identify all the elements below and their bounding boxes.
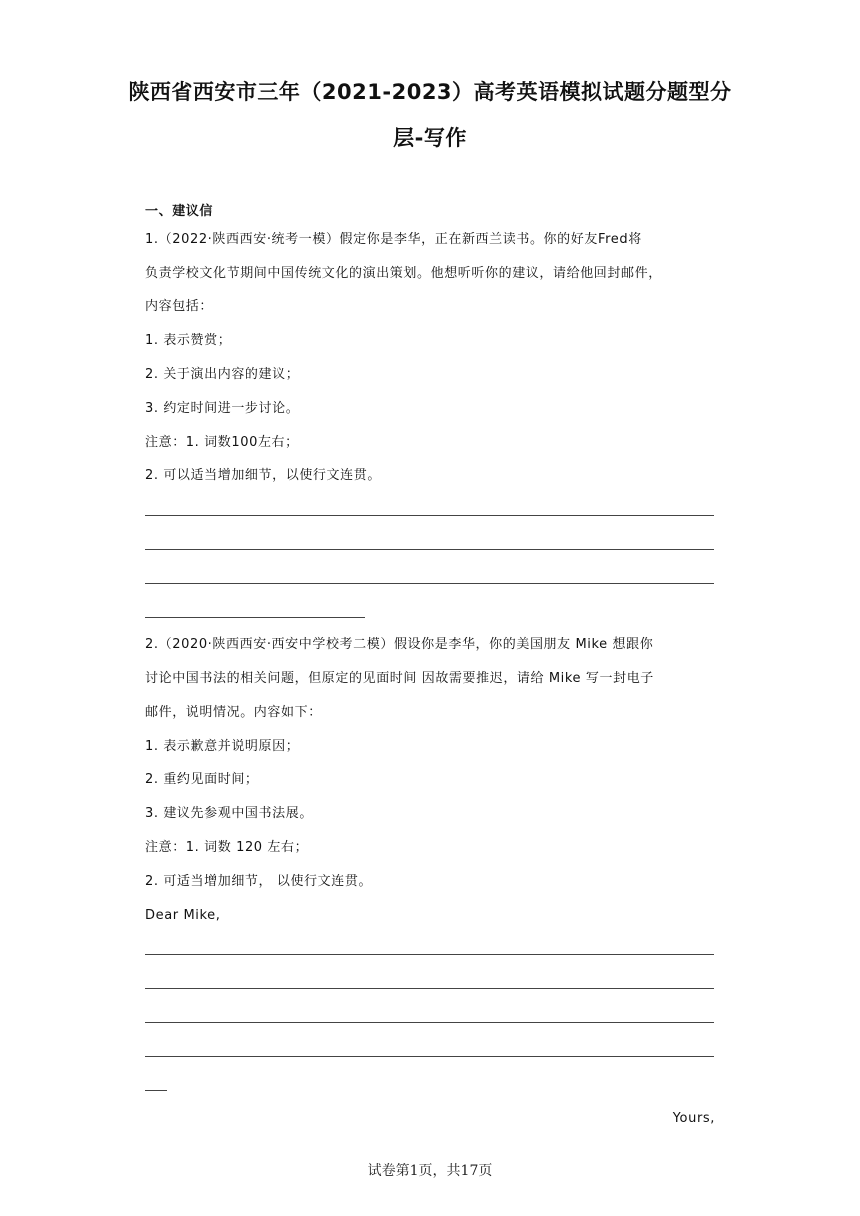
q2-answer-line[interactable] — [145, 1056, 714, 1057]
q2-note-2: 2. 可适当增加细节， 以使行文连贯。 — [145, 874, 373, 889]
q1-intro-line-3: 内容包括： — [145, 299, 214, 314]
q2-closing: Yours, — [672, 1111, 715, 1126]
q1-answer-line[interactable] — [145, 617, 365, 618]
page-footer: 试卷第1页，共17页 — [367, 1163, 493, 1179]
q1-point-3: 3. 约定时间进一步讨论。 — [145, 401, 300, 416]
q1-note-2: 2. 可以适当增加细节，以使行文连贯。 — [145, 468, 381, 483]
q1-answer-line[interactable] — [145, 515, 714, 516]
q2-point-3: 3. 建议先参观中国书法展。 — [145, 806, 313, 821]
q2-answer-line[interactable] — [145, 988, 714, 989]
q2-point-1: 1. 表示歉意并说明原因； — [145, 739, 300, 754]
q2-intro-line-2: 讨论中国书法的相关问题，但原定的见面时间 因故需要推迟，请给 Mike 写一封电子 — [145, 671, 654, 686]
document-title-line-2: 层-写作 — [393, 126, 467, 150]
q2-intro-line-1: 2.（2020·陕西西安·西安中学校考二模）假设你是李华，你的美国朋友 Mike 想跟你 — [145, 637, 654, 652]
q2-answer-line[interactable] — [145, 954, 714, 955]
q1-answer-line[interactable] — [145, 583, 714, 584]
q1-note-1: 注意：1. 词数100左右； — [145, 435, 299, 450]
q2-answer-line[interactable] — [145, 1022, 714, 1023]
section-heading: 一、建议信 — [145, 204, 214, 219]
q1-answer-line[interactable] — [145, 549, 714, 550]
q1-point-2: 2. 关于演出内容的建议； — [145, 367, 300, 382]
document-title-line-1: 陕西省西安市三年（2021-2023）高考英语模拟试题分题型分 — [128, 80, 732, 104]
q2-answer-line[interactable] — [145, 1090, 167, 1091]
q1-intro-line-1: 1.（2022·陕西西安·统考一模）假定你是李华，正在新西兰读书。你的好友Fred将 — [145, 232, 642, 247]
q2-salutation: Dear Mike, — [145, 908, 221, 923]
q2-point-2: 2. 重约见面时间； — [145, 772, 259, 787]
q2-intro-line-3: 邮件，说明情况。内容如下： — [145, 705, 322, 720]
q1-intro-line-2: 负责学校文化节期间中国传统文化的演出策划。他想听听你的建议，请给他回封邮件， — [145, 266, 662, 281]
q2-note-1: 注意：1. 词数 120 左右； — [145, 840, 309, 855]
q1-point-1: 1. 表示赞赏； — [145, 333, 232, 348]
